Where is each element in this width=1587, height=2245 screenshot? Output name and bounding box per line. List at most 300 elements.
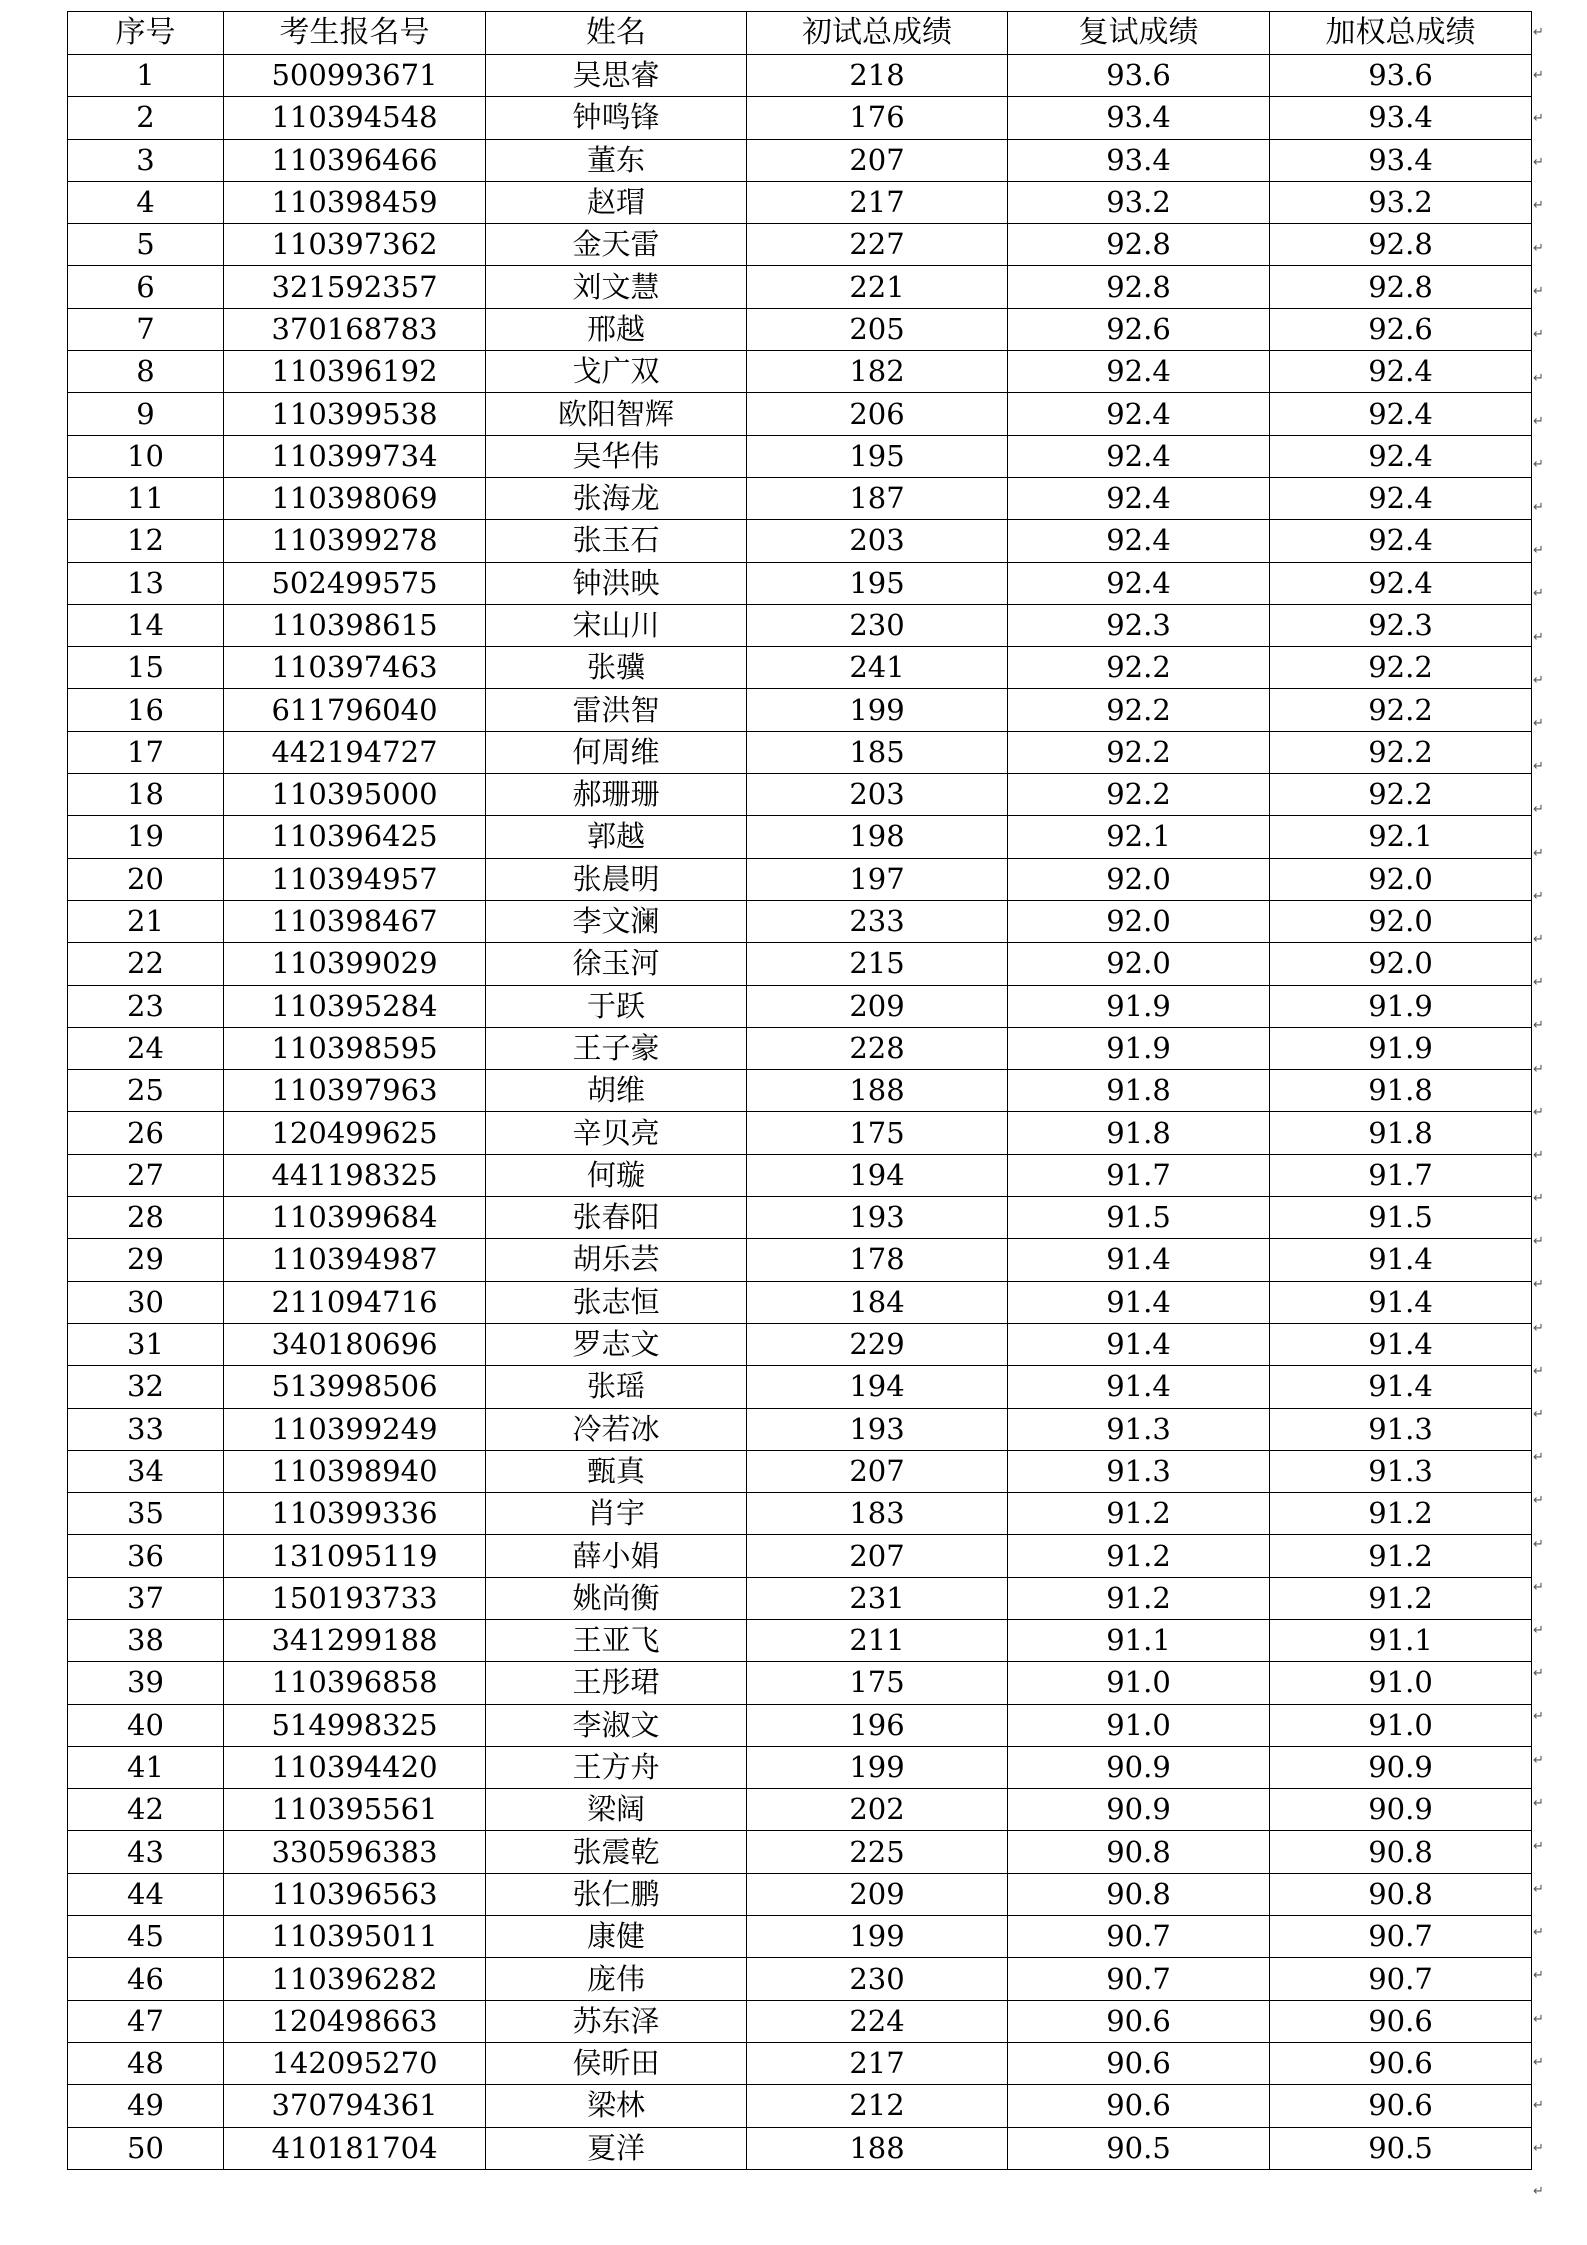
cell-weighted-score: 93.4	[1270, 139, 1532, 181]
cell-name: 康健	[486, 1916, 747, 1958]
table-row	[68, 2127, 1532, 2169]
cell-index: 47	[68, 2000, 224, 2042]
cell-index: 8	[68, 351, 224, 393]
cell-name: 王方舟	[486, 1746, 747, 1788]
score-table	[67, 11, 1532, 2170]
table-row	[68, 224, 1532, 266]
paragraph-mark-icon: ↵	[1533, 1277, 1544, 1293]
cell-index: 13	[68, 562, 224, 604]
cell-name: 苏东泽	[486, 2000, 747, 2042]
paragraph-mark-icon: ↵	[1533, 2011, 1544, 2027]
table-row	[68, 1197, 1532, 1239]
table-row	[68, 55, 1532, 97]
cell-retest-score: 91.0	[1008, 1662, 1270, 1704]
paragraph-mark-icon: ↵	[1533, 240, 1544, 256]
cell-retest-score: 92.8	[1008, 266, 1270, 308]
cell-preliminary-score: 196	[747, 1704, 1008, 1746]
table-row	[68, 1070, 1532, 1112]
cell-index: 18	[68, 774, 224, 816]
paragraph-mark-icon: ↵	[1533, 759, 1544, 775]
cell-name: 张玉石	[486, 520, 747, 562]
cell-weighted-score: 91.1	[1270, 1619, 1532, 1661]
cell-index: 10	[68, 435, 224, 477]
cell-index: 20	[68, 858, 224, 900]
cell-registration-number: 370168783	[224, 308, 486, 350]
cell-index: 48	[68, 2042, 224, 2084]
cell-weighted-score: 90.9	[1270, 1746, 1532, 1788]
paragraph-mark-icon: ↵	[1533, 2098, 1544, 2113]
cell-registration-number: 110399249	[224, 1408, 486, 1450]
cell-preliminary-score: 183	[747, 1493, 1008, 1535]
paragraph-mark-icon: ↵	[1533, 1061, 1544, 1077]
cell-registration-number: 150193733	[224, 1577, 486, 1619]
cell-weighted-score: 91.2	[1270, 1493, 1532, 1535]
cell-preliminary-score: 194	[747, 1366, 1008, 1408]
cell-index: 19	[68, 816, 224, 858]
cell-retest-score: 92.2	[1008, 689, 1270, 731]
cell-name: 王子豪	[486, 1027, 747, 1069]
cell-retest-score: 92.4	[1008, 562, 1270, 604]
cell-index: 35	[68, 1493, 224, 1535]
cell-name: 薛小娟	[486, 1535, 747, 1577]
header-weighted-score: 加权总成绩	[1270, 12, 1532, 55]
cell-retest-score: 91.4	[1008, 1366, 1270, 1408]
paragraph-mark-icon: ↵	[1533, 975, 1544, 991]
cell-index: 16	[68, 689, 224, 731]
table-row	[68, 1535, 1532, 1577]
cell-retest-score: 91.7	[1008, 1154, 1270, 1196]
cell-index: 29	[68, 1239, 224, 1281]
cell-preliminary-score: 198	[747, 816, 1008, 858]
cell-preliminary-score: 197	[747, 858, 1008, 900]
cell-weighted-score: 91.4	[1270, 1366, 1532, 1408]
cell-name: 邢越	[486, 308, 747, 350]
cell-registration-number: 110396858	[224, 1662, 486, 1704]
cell-weighted-score: 92.0	[1270, 943, 1532, 985]
cell-registration-number: 110396425	[224, 816, 486, 858]
table-row	[68, 266, 1532, 308]
header-row	[68, 12, 1532, 55]
cell-index: 22	[68, 943, 224, 985]
cell-preliminary-score: 206	[747, 393, 1008, 435]
cell-retest-score: 92.1	[1008, 816, 1270, 858]
cell-retest-score: 92.2	[1008, 731, 1270, 773]
paragraph-mark-icon: ↵	[1533, 1450, 1544, 1466]
cell-index: 17	[68, 731, 224, 773]
cell-registration-number: 611796040	[224, 689, 486, 731]
cell-retest-score: 92.6	[1008, 308, 1270, 350]
cell-index: 31	[68, 1323, 224, 1365]
cell-name: 何璇	[486, 1154, 747, 1196]
table-row	[68, 816, 1532, 858]
cell-registration-number: 110394548	[224, 97, 486, 139]
table-row	[68, 520, 1532, 562]
cell-preliminary-score: 185	[747, 731, 1008, 773]
cell-retest-score: 92.3	[1008, 604, 1270, 646]
table-row	[68, 308, 1532, 350]
table-body	[68, 55, 1532, 2170]
cell-name: 赵瑁	[486, 181, 747, 223]
header-name: 姓名	[486, 12, 747, 55]
paragraph-mark-icon: ↵	[1533, 802, 1544, 818]
cell-registration-number: 110399278	[224, 520, 486, 562]
cell-weighted-score: 92.2	[1270, 647, 1532, 689]
cell-index: 2	[68, 97, 224, 139]
cell-preliminary-score: 202	[747, 1789, 1008, 1831]
paragraph-mark-icon: ↵	[1533, 154, 1544, 170]
cell-retest-score: 91.4	[1008, 1239, 1270, 1281]
cell-registration-number: 410181704	[224, 2127, 486, 2169]
cell-weighted-score: 92.4	[1270, 393, 1532, 435]
cell-index: 26	[68, 1112, 224, 1154]
cell-weighted-score: 92.4	[1270, 477, 1532, 519]
cell-preliminary-score: 225	[747, 1831, 1008, 1873]
cell-preliminary-score: 209	[747, 1873, 1008, 1915]
table-row	[68, 351, 1532, 393]
cell-preliminary-score: 188	[747, 1070, 1008, 1112]
paragraph-mark-icon: ↵	[1533, 1666, 1544, 1682]
cell-retest-score: 91.0	[1008, 1704, 1270, 1746]
cell-index: 3	[68, 139, 224, 181]
cell-name: 侯昕田	[486, 2042, 747, 2084]
cell-weighted-score: 91.4	[1270, 1323, 1532, 1365]
paragraph-mark-icon: ↵	[1533, 1752, 1544, 1768]
cell-index: 41	[68, 1746, 224, 1788]
cell-name: 庞伟	[486, 1958, 747, 2000]
cell-weighted-score: 92.1	[1270, 816, 1532, 858]
cell-retest-score: 92.8	[1008, 224, 1270, 266]
cell-name: 张志恒	[486, 1281, 747, 1323]
cell-preliminary-score: 241	[747, 647, 1008, 689]
cell-registration-number: 110397362	[224, 224, 486, 266]
cell-registration-number: 120498663	[224, 2000, 486, 2042]
cell-registration-number: 110396466	[224, 139, 486, 181]
cell-index: 6	[68, 266, 224, 308]
cell-weighted-score: 91.4	[1270, 1239, 1532, 1281]
cell-name: 辛贝亮	[486, 1112, 747, 1154]
cell-retest-score: 92.2	[1008, 647, 1270, 689]
table-row	[68, 562, 1532, 604]
cell-preliminary-score: 199	[747, 689, 1008, 731]
paragraph-mark-icon: ↵	[1533, 111, 1544, 127]
cell-registration-number: 110396192	[224, 351, 486, 393]
paragraph-mark-icon: ↵	[1533, 1882, 1544, 1898]
cell-index: 24	[68, 1027, 224, 1069]
cell-registration-number: 513998506	[224, 1366, 486, 1408]
paragraph-mark-icon: ↵	[1533, 1925, 1544, 1941]
cell-weighted-score: 92.4	[1270, 562, 1532, 604]
cell-name: 张晨明	[486, 858, 747, 900]
paragraph-mark-icon: ↵	[1533, 1147, 1544, 1163]
cell-retest-score: 93.2	[1008, 181, 1270, 223]
paragraph-mark-icon: ↵	[1533, 456, 1544, 472]
cell-preliminary-score: 233	[747, 900, 1008, 942]
paragraph-mark-icon: ↵	[1533, 2184, 1544, 2200]
cell-preliminary-score: 221	[747, 266, 1008, 308]
cell-name: 刘文慧	[486, 266, 747, 308]
cell-weighted-score: 90.6	[1270, 2042, 1532, 2084]
cell-weighted-score: 90.8	[1270, 1873, 1532, 1915]
cell-retest-score: 90.6	[1008, 2042, 1270, 2084]
cell-preliminary-score: 215	[747, 943, 1008, 985]
cell-name: 何周维	[486, 731, 747, 773]
cell-weighted-score: 91.2	[1270, 1577, 1532, 1619]
cell-name: 胡维	[486, 1070, 747, 1112]
cell-retest-score: 91.4	[1008, 1323, 1270, 1365]
paragraph-mark-icon: ↵	[1533, 845, 1544, 861]
table-row	[68, 2000, 1532, 2042]
cell-preliminary-score: 193	[747, 1197, 1008, 1239]
paragraph-mark-icon: ↵	[1533, 1493, 1544, 1509]
cell-preliminary-score: 195	[747, 435, 1008, 477]
cell-index: 23	[68, 985, 224, 1027]
table-row	[68, 1789, 1532, 1831]
cell-preliminary-score: 175	[747, 1112, 1008, 1154]
cell-retest-score: 91.1	[1008, 1619, 1270, 1661]
cell-weighted-score: 92.2	[1270, 689, 1532, 731]
cell-weighted-score: 92.3	[1270, 604, 1532, 646]
cell-index: 42	[68, 1789, 224, 1831]
paragraph-mark-icon: ↵	[1533, 1018, 1544, 1034]
paragraph-mark-icon: ↵	[1533, 413, 1544, 429]
paragraph-mark-icon: ↵	[1533, 1968, 1544, 1984]
cell-name: 董东	[486, 139, 747, 181]
cell-index: 21	[68, 900, 224, 942]
table-row	[68, 1493, 1532, 1535]
cell-index: 43	[68, 1831, 224, 1873]
cell-preliminary-score: 229	[747, 1323, 1008, 1365]
cell-registration-number: 110399029	[224, 943, 486, 985]
header-index: 序号	[68, 12, 224, 55]
table-row	[68, 731, 1532, 773]
cell-weighted-score: 93.4	[1270, 97, 1532, 139]
paragraph-mark-icon: ↵	[1533, 197, 1544, 213]
cell-index: 30	[68, 1281, 224, 1323]
cell-name: 王亚飞	[486, 1619, 747, 1661]
cell-name: 徐玉河	[486, 943, 747, 985]
paragraph-mark-icon: ↵	[1533, 1104, 1544, 1120]
paragraph-mark-icon: ↵	[1533, 1320, 1544, 1336]
cell-registration-number: 110396563	[224, 1873, 486, 1915]
table-row	[68, 1619, 1532, 1661]
cell-preliminary-score: 175	[747, 1662, 1008, 1704]
cell-registration-number: 110399734	[224, 435, 486, 477]
cell-weighted-score: 91.9	[1270, 1027, 1532, 1069]
cell-preliminary-score: 184	[747, 1281, 1008, 1323]
table-row	[68, 985, 1532, 1027]
paragraph-mark-icon: ↵	[1533, 888, 1544, 904]
cell-retest-score: 90.6	[1008, 2085, 1270, 2127]
cell-weighted-score: 91.9	[1270, 985, 1532, 1027]
cell-registration-number: 110395284	[224, 985, 486, 1027]
cell-registration-number: 442194727	[224, 731, 486, 773]
table-row	[68, 1450, 1532, 1492]
cell-name: 钟洪映	[486, 562, 747, 604]
paragraph-mark-icon: ↵	[1533, 1579, 1544, 1595]
cell-retest-score: 91.2	[1008, 1493, 1270, 1535]
cell-retest-score: 91.5	[1008, 1197, 1270, 1239]
cell-index: 1	[68, 55, 224, 97]
cell-registration-number: 110395561	[224, 1789, 486, 1831]
table-row	[68, 604, 1532, 646]
cell-name: 罗志文	[486, 1323, 747, 1365]
table-row	[68, 1281, 1532, 1323]
paragraph-mark-icon: ↵	[1533, 68, 1544, 84]
cell-name: 郝珊珊	[486, 774, 747, 816]
paragraph-mark-icon: ↵	[1533, 284, 1544, 300]
cell-retest-score: 91.3	[1008, 1450, 1270, 1492]
cell-preliminary-score: 205	[747, 308, 1008, 350]
cell-retest-score: 92.4	[1008, 351, 1270, 393]
cell-index: 39	[68, 1662, 224, 1704]
cell-name: 宋山川	[486, 604, 747, 646]
table-row	[68, 900, 1532, 942]
cell-registration-number: 110394420	[224, 1746, 486, 1788]
cell-index: 7	[68, 308, 224, 350]
table-row	[68, 1154, 1532, 1196]
cell-preliminary-score: 194	[747, 1154, 1008, 1196]
cell-index: 32	[68, 1366, 224, 1408]
paragraph-mark-icon: ↵	[1533, 25, 1544, 40]
table-row	[68, 1662, 1532, 1704]
cell-retest-score: 93.4	[1008, 139, 1270, 181]
table-row	[68, 858, 1532, 900]
table-row	[68, 774, 1532, 816]
cell-name: 雷洪智	[486, 689, 747, 731]
cell-registration-number: 131095119	[224, 1535, 486, 1577]
paragraph-mark-icon: ↵	[1533, 500, 1544, 516]
cell-retest-score: 92.0	[1008, 943, 1270, 985]
cell-name: 钟鸣锋	[486, 97, 747, 139]
header-registration-number: 考生报名号	[224, 12, 486, 55]
cell-preliminary-score: 207	[747, 139, 1008, 181]
table-row	[68, 1027, 1532, 1069]
cell-name: 王彤珺	[486, 1662, 747, 1704]
cell-name: 郭越	[486, 816, 747, 858]
cell-registration-number: 110399336	[224, 1493, 486, 1535]
cell-retest-score: 90.9	[1008, 1789, 1270, 1831]
row-end-marks	[1533, 11, 1547, 2214]
cell-index: 14	[68, 604, 224, 646]
cell-name: 欧阳智辉	[486, 393, 747, 435]
cell-weighted-score: 91.3	[1270, 1450, 1532, 1492]
cell-name: 戈广双	[486, 351, 747, 393]
cell-preliminary-score: 217	[747, 181, 1008, 223]
cell-index: 4	[68, 181, 224, 223]
cell-name: 张海龙	[486, 477, 747, 519]
table-row	[68, 435, 1532, 477]
paragraph-mark-icon: ↵	[1533, 2054, 1544, 2070]
table-row	[68, 1916, 1532, 1958]
cell-preliminary-score: 193	[747, 1408, 1008, 1450]
cell-retest-score: 92.4	[1008, 520, 1270, 562]
cell-registration-number: 110398615	[224, 604, 486, 646]
cell-registration-number: 370794361	[224, 2085, 486, 2127]
header-retest-score: 复试成绩	[1008, 12, 1270, 55]
cell-name: 张瑶	[486, 1366, 747, 1408]
cell-index: 46	[68, 1958, 224, 2000]
cell-retest-score: 92.4	[1008, 477, 1270, 519]
cell-weighted-score: 92.2	[1270, 774, 1532, 816]
cell-weighted-score: 91.4	[1270, 1281, 1532, 1323]
cell-weighted-score: 91.7	[1270, 1154, 1532, 1196]
cell-registration-number: 120499625	[224, 1112, 486, 1154]
cell-weighted-score: 91.2	[1270, 1535, 1532, 1577]
cell-retest-score: 90.9	[1008, 1746, 1270, 1788]
cell-registration-number: 211094716	[224, 1281, 486, 1323]
cell-index: 38	[68, 1619, 224, 1661]
cell-index: 11	[68, 477, 224, 519]
cell-registration-number: 110399684	[224, 1197, 486, 1239]
cell-preliminary-score: 203	[747, 520, 1008, 562]
cell-preliminary-score: 195	[747, 562, 1008, 604]
cell-retest-score: 91.4	[1008, 1281, 1270, 1323]
cell-weighted-score: 90.7	[1270, 1916, 1532, 1958]
cell-name: 胡乐芸	[486, 1239, 747, 1281]
cell-retest-score: 92.0	[1008, 858, 1270, 900]
cell-index: 28	[68, 1197, 224, 1239]
cell-retest-score: 92.4	[1008, 435, 1270, 477]
table-row	[68, 1366, 1532, 1408]
cell-name: 李淑文	[486, 1704, 747, 1746]
cell-registration-number: 110398595	[224, 1027, 486, 1069]
cell-registration-number: 441198325	[224, 1154, 486, 1196]
cell-index: 12	[68, 520, 224, 562]
paragraph-mark-icon: ↵	[1533, 586, 1544, 602]
cell-preliminary-score: 207	[747, 1535, 1008, 1577]
cell-registration-number: 110395000	[224, 774, 486, 816]
paragraph-mark-icon: ↵	[1533, 1407, 1544, 1422]
cell-index: 27	[68, 1154, 224, 1196]
header-preliminary-score: 初试总成绩	[747, 12, 1008, 55]
table-row	[68, 2042, 1532, 2084]
cell-preliminary-score: 176	[747, 97, 1008, 139]
cell-registration-number: 110396282	[224, 1958, 486, 2000]
cell-registration-number: 110398467	[224, 900, 486, 942]
cell-name: 吴思睿	[486, 55, 747, 97]
cell-registration-number: 341299188	[224, 1619, 486, 1661]
table-row	[68, 1239, 1532, 1281]
cell-retest-score: 92.2	[1008, 774, 1270, 816]
cell-retest-score: 91.2	[1008, 1577, 1270, 1619]
cell-weighted-score: 90.7	[1270, 1958, 1532, 2000]
paragraph-mark-icon: ↵	[1533, 629, 1544, 645]
cell-name: 张震乾	[486, 1831, 747, 1873]
paragraph-mark-icon: ↵	[1533, 1622, 1544, 1638]
cell-retest-score: 93.6	[1008, 55, 1270, 97]
cell-preliminary-score: 199	[747, 1916, 1008, 1958]
cell-preliminary-score: 228	[747, 1027, 1008, 1069]
table-row	[68, 1746, 1532, 1788]
cell-preliminary-score: 227	[747, 224, 1008, 266]
cell-weighted-score: 91.8	[1270, 1070, 1532, 1112]
cell-weighted-score: 91.0	[1270, 1704, 1532, 1746]
cell-preliminary-score: 182	[747, 351, 1008, 393]
paragraph-mark-icon: ↵	[1533, 2141, 1544, 2157]
cell-weighted-score: 90.5	[1270, 2127, 1532, 2169]
cell-weighted-score: 93.2	[1270, 181, 1532, 223]
cell-preliminary-score: 203	[747, 774, 1008, 816]
cell-registration-number: 502499575	[224, 562, 486, 604]
cell-retest-score: 90.7	[1008, 1916, 1270, 1958]
paragraph-mark-icon: ↵	[1533, 1709, 1544, 1725]
table-row	[68, 2085, 1532, 2127]
cell-index: 37	[68, 1577, 224, 1619]
cell-retest-score: 90.8	[1008, 1873, 1270, 1915]
cell-index: 50	[68, 2127, 224, 2169]
cell-weighted-score: 90.6	[1270, 2000, 1532, 2042]
cell-retest-score: 93.4	[1008, 97, 1270, 139]
